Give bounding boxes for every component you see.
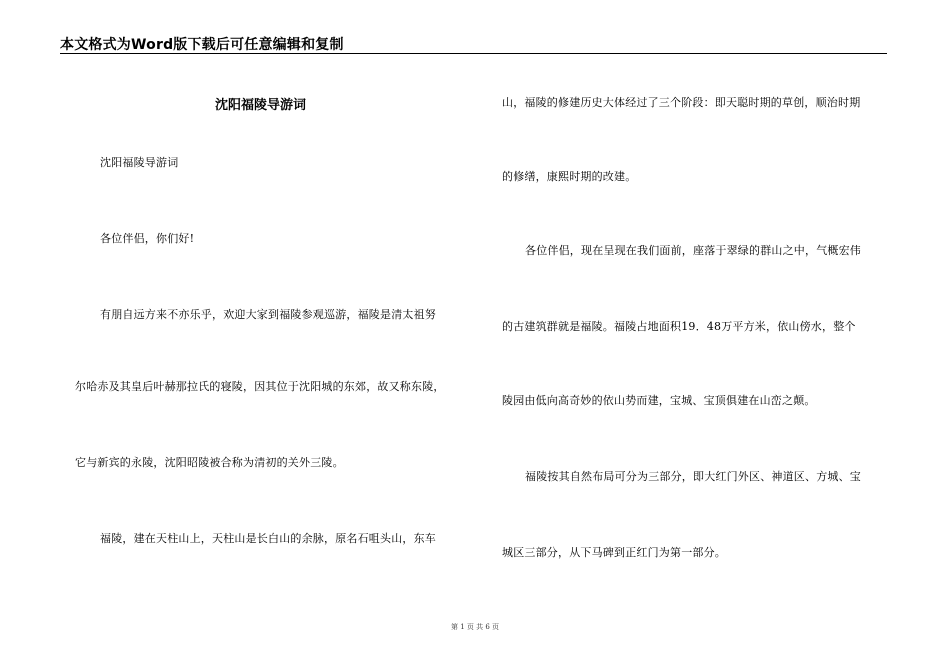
header-rule [60,53,887,54]
right-line-4: 的古建筑群就是福陵。福陵占地面积19．48万平方米，依山傍水，整个 [502,320,856,333]
right-line-3: 各位伴侣，现在呈现在我们面前，座落于翠绿的群山之中，气概宏伟 [525,244,861,257]
right-line-6: 福陵按其自然布局可分为三部分，即大红门外区、神道区、方城、宝 [525,470,861,483]
right-line-7: 城区三部分，从下马碑到正红门为第一部分。 [502,546,726,559]
page-footer: 第 1 页 共 6 页 [450,623,500,631]
document-title: 沈阳福陵导游词 [215,98,307,113]
right-line-1: 山，福陵的修建历史大体经过了三个阶段：即天聪时期的草创，顺治时期 [502,96,861,109]
right-line-5: 陵园由低向高奇妙的依山势而建，宝城、宝顶俱建在山峦之颠。 [502,394,816,407]
left-line-2: 各位伴侣，你们好! [100,232,195,245]
left-line-1: 沈阳福陵导游词 [100,156,179,169]
right-line-2: 的修缮，康熙时期的改建。 [502,170,637,183]
left-line-6: 福陵，建在天柱山上，天柱山是长白山的余脉，原名石咀头山，东车 [100,532,436,545]
left-line-3: 有朋自远方来不亦乐乎，欢迎大家到福陵参观巡游，福陵是清太祖努 [100,308,436,321]
page-header: 本文格式为Word版下载后可任意编辑和复制 [60,37,344,53]
left-line-4: 尔哈赤及其皇后叶赫那拉氏的寝陵，因其位于沈阳城的东郊，故又称东陵， [75,380,445,393]
left-line-5: 它与新宾的永陵，沈阳昭陵被合称为清初的关外三陵。 [75,456,344,469]
